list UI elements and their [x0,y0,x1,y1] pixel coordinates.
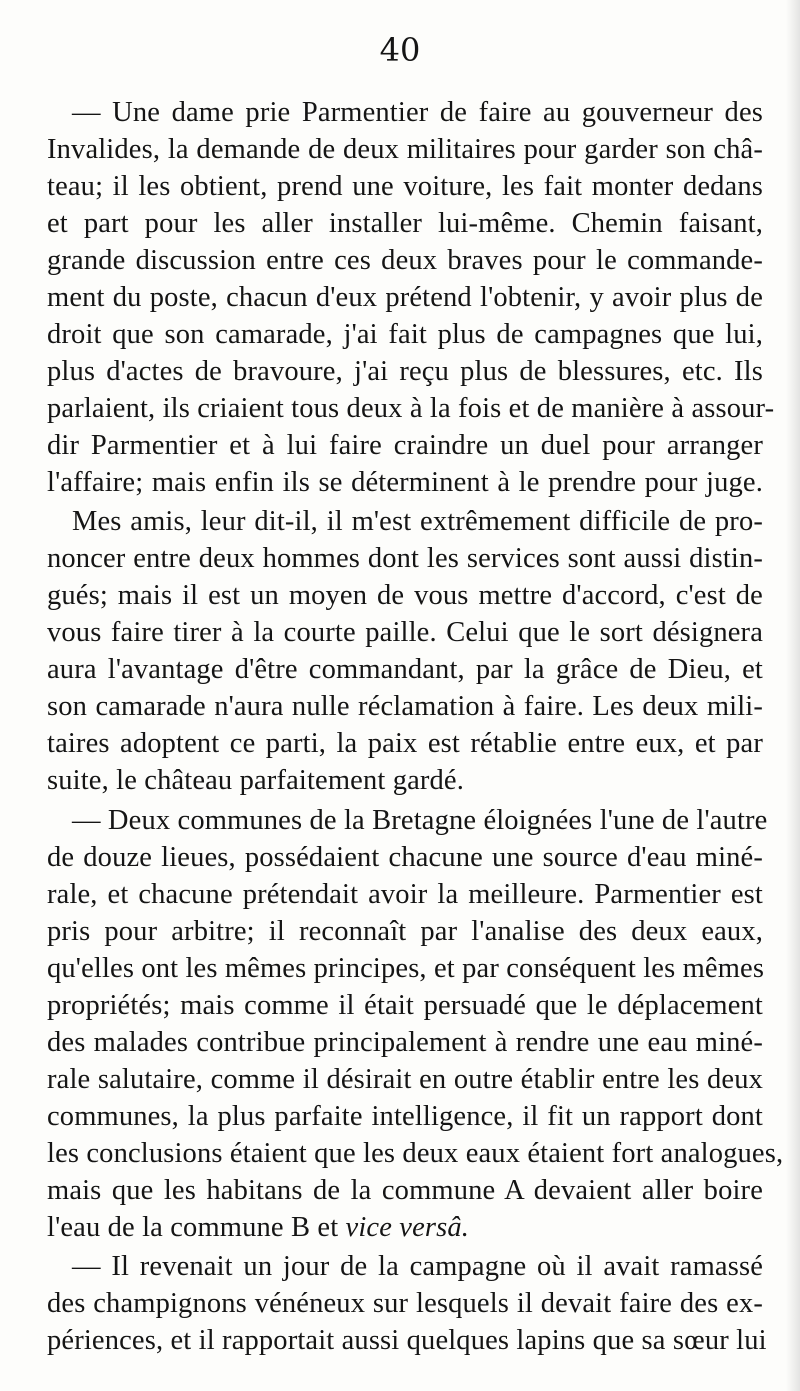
text-line: aura l'avantage d'être commandant, par la grâce de Dieu, et [47,654,763,685]
text-line: qu'elles ont les mêmes principes, et par conséquent les mêmes [47,953,765,984]
text-line: grande discussion entre ces deux braves pour le commande- [47,245,763,276]
text-line: et part pour les aller installer lui-même. Chemin faisant, [47,208,763,239]
text-line: l'affaire; mais enfin ils se déterminent à le prendre pour juge. [47,467,763,498]
text-line: les conclusions étaient que les deux eaux étaient fort analogues, [47,1138,784,1169]
text-segment: l'eau de la commune B et [47,1212,339,1243]
text-line: gués; mais il est un moyen de vous mettre d'accord, c'est de [47,580,763,611]
text-line: — Deux communes de la Bretagne éloignées l'une de l'autre [72,805,768,836]
text-line: de douze lieues, possédaient chacune une source d'eau miné- [47,842,763,873]
text-line: parlaient, ils criaient tous deux à la fois et de manière à assour- [47,393,775,424]
text-line: teau; il les obtient, prend une voiture, les fait monter dedans [47,171,763,202]
text-line: son camarade n'aura nulle réclamation à faire. Les deux mili- [47,691,763,722]
text-line: ment du poste, chacun d'eux prétend l'obtenir, y avoir plus de [47,282,763,313]
text-line: dir Parmentier et à lui faire craindre un duel pour arranger [47,430,763,461]
text-line: vous faire tirer à la courte paille. Celui que le sort désignera [47,617,763,648]
text-line: noncer entre deux hommes dont les services sont aussi distin- [47,543,763,574]
text-line: communes, la plus parfaite intelligence, il fit un rapport dont [47,1101,763,1132]
text-line: pris pour arbitre; il reconnaît par l'analise des deux eaux, [47,916,763,947]
text-line: — Une dame prie Parmentier de faire au gouverneur des [72,97,763,128]
text-line: Mes amis, leur dit-il, il m'est extrêmement difficile de pro- [72,506,763,537]
text-line [47,1209,469,1246]
text-line: périences, et il rapportait aussi quelques lapins que sa sœur lui [47,1325,767,1356]
text-line: Invalides, la demande de deux militaires pour garder son châ- [47,134,763,165]
text-line: — Il revenait un jour de la campagne où il avait ramassé [72,1251,763,1282]
page-edge-shadow [786,0,800,1391]
text-line: mais que les habitans de la commune A devaient aller boire [47,1175,763,1206]
text-line: droit que son camarade, j'ai fait plus de campagnes que lui, [47,319,763,350]
text-line: des champignons vénéneux sur lesquels il devait faire des ex- [47,1288,763,1319]
text-line: taires adoptent ce parti, la paix est rétablie entre eux, et par [47,728,763,759]
text-line: plus d'actes de bravoure, j'ai reçu plus de blessures, etc. Ils [47,356,763,387]
page-number: 40 [379,31,421,69]
text-line: rale salutaire, comme il désirait en outre établir entre les deux [47,1064,763,1095]
text-line: suite, le château parfaitement gardé. [47,765,465,796]
text-line: propriétés; mais comme il était persuadé que le déplacement [47,990,763,1021]
italic-segment: vice versâ. [345,1212,470,1243]
text-line: des malades contribue principalement à rendre une eau miné- [47,1027,763,1058]
text-line: rale, et chacune prétendait avoir la meilleure. Parmentier est [47,879,763,910]
